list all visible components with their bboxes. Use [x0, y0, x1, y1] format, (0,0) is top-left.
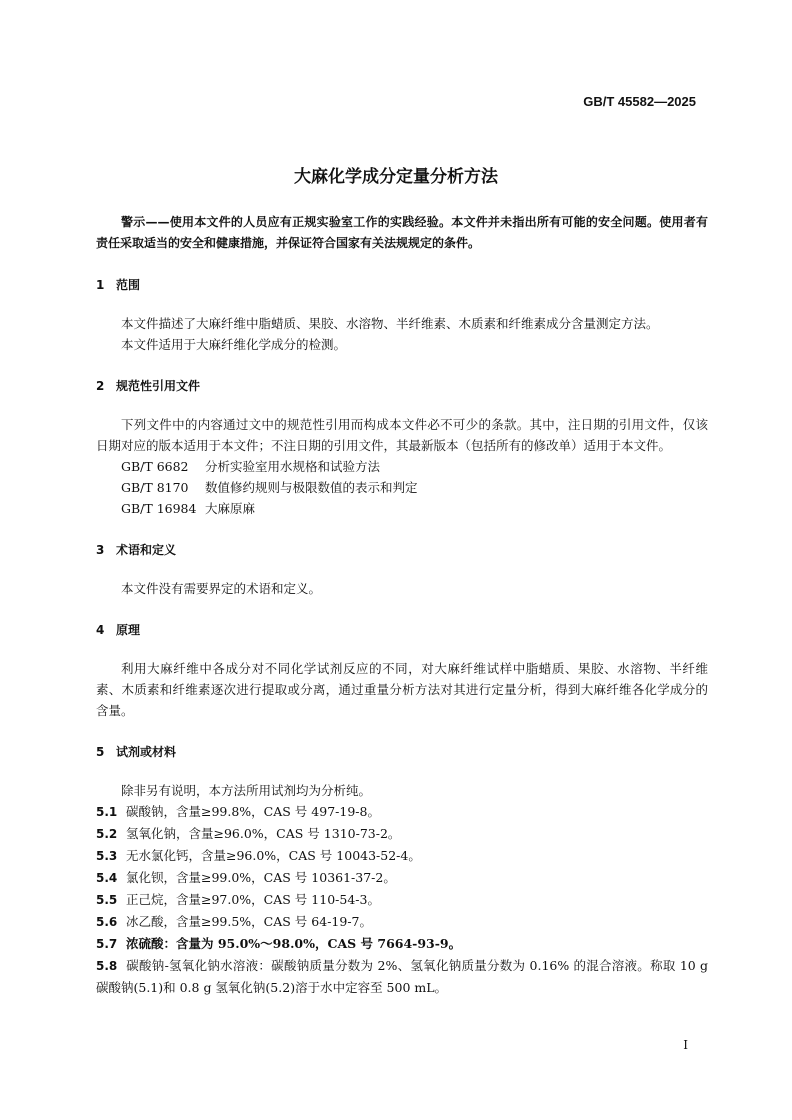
section-title: 术语和定义 — [116, 543, 177, 557]
reference-code: GB/T 16984 — [121, 501, 197, 516]
reagent-number: 5.8 — [96, 959, 118, 973]
reagent-text: 氢氧化钠，含量≥96.0%，CAS 号 1310-73-2。 — [126, 826, 401, 841]
reagent-item — [96, 867, 708, 889]
section-number: 1 — [96, 278, 105, 292]
reagents-intro-paragraph: 除非另有说明，本方法所用试剂均为分析纯。 — [121, 783, 372, 798]
section-heading-reagents — [96, 743, 708, 761]
terms-paragraph: 本文件没有需要界定的术语和定义。 — [121, 581, 322, 596]
reagent-item — [96, 801, 708, 823]
section-number: 5 — [96, 745, 105, 759]
reagent-number: 5.2 — [96, 827, 118, 841]
reagent-number: 5.6 — [96, 915, 118, 929]
section-title: 试剂或材料 — [116, 745, 177, 759]
reference-code: GB/T 6682 — [121, 459, 189, 474]
section-number: 2 — [96, 379, 105, 393]
reagent-item — [96, 845, 708, 867]
reagent-text: 浓硫酸：含量为 95.0%～98.0%，CAS 号 7664-93-9。 — [126, 936, 462, 951]
reagent-text: 氯化钡，含量≥99.0%，CAS 号 10361-37-2。 — [126, 870, 396, 885]
page-number: I — [683, 1038, 688, 1052]
reference-title: 分析实验室用水规格和试验方法 — [205, 459, 381, 474]
standard-code: GB/T 45582—2025 — [583, 94, 696, 109]
scope-paragraph: 本文件描述了大麻纤维中脂蜡质、果胶、水溶物、半纤维素、木质素和纤维素成分含量测定方法。 — [121, 316, 659, 331]
reagent-text: 碳酸钠，含量≥99.8%，CAS 号 497-19-8。 — [126, 804, 380, 819]
document-body — [96, 212, 708, 998]
reagent-item — [96, 933, 708, 955]
reagent-text: 无水氯化钙，含量≥96.0%，CAS 号 10043-52-4。 — [126, 848, 421, 863]
reagent-text: 冰乙酸，含量≥99.5%，CAS 号 64-19-7。 — [126, 914, 372, 929]
reagent-number: 5.7 — [96, 937, 118, 951]
reference-title: 大麻原麻 — [205, 501, 256, 516]
principle-paragraph: 利用大麻纤维中各成分对不同化学试剂反应的不同，对大麻纤维试样中脂蜡质、果胶、水溶物、半纤维素、木质素和纤维素逐次进行提取或分离，通过重量分析方法对其进行定量分析，得到大麻纤维各化学成分的含量。 — [96, 661, 708, 718]
reagent-number: 5.3 — [96, 849, 118, 863]
reagent-text: 正己烷，含量≥97.0%，CAS 号 110-54-3。 — [126, 892, 380, 907]
section-number: 3 — [96, 543, 105, 557]
section-title: 原理 — [116, 623, 141, 637]
reagent-text: 碳酸钠-氢氧化钠水溶液：碳酸钠质量分数为 2%、氢氧化钠质量分数为 0.16% 的混合溶液。称取 10 g 碳酸钠(5.1)和 0.8 g 氢氧化钠(5.2)溶于水中定容至 500 mL。 — [96, 958, 708, 995]
reference-code: GB/T 8170 — [121, 480, 189, 495]
document-title: 大麻化学成分定量分析方法 — [294, 167, 498, 187]
reagent-number: 5.4 — [96, 871, 118, 885]
section-heading-principle — [96, 621, 708, 639]
reference-item — [96, 477, 708, 498]
scope-paragraph: 本文件适用于大麻纤维化学成分的检测。 — [121, 337, 347, 352]
reference-title: 数值修约规则与极限数值的表示和判定 — [205, 480, 418, 495]
reagent-number: 5.5 — [96, 893, 118, 907]
section-title: 范围 — [116, 278, 141, 292]
section-heading-normative-references — [96, 377, 708, 395]
reagent-item — [96, 911, 708, 933]
section-heading-scope — [96, 276, 708, 294]
reagent-number: 5.1 — [96, 805, 118, 819]
warning-paragraph: 警示——使用本文件的人员应有正规实验室工作的实践经验。本文件并未指出所有可能的安全问题。使用者有责任采取适当的安全和健康措施，并保证符合国家有关法规规定的条件。 — [96, 215, 708, 250]
reagent-item — [96, 823, 708, 845]
reagent-item — [96, 889, 708, 911]
reference-item — [96, 498, 708, 519]
section-title: 规范性引用文件 — [116, 379, 201, 393]
reference-item — [96, 456, 708, 477]
section-number: 4 — [96, 623, 105, 637]
reagent-item — [96, 955, 708, 998]
normative-intro-paragraph: 下列文件中的内容通过文中的规范性引用而构成本文件必不可少的条款。其中，注日期的引用文件，仅该日期对应的版本适用于本文件；不注日期的引用文件，其最新版本（包括所有的修改单）适用于本文件。 — [96, 417, 708, 453]
section-heading-terms — [96, 541, 708, 559]
